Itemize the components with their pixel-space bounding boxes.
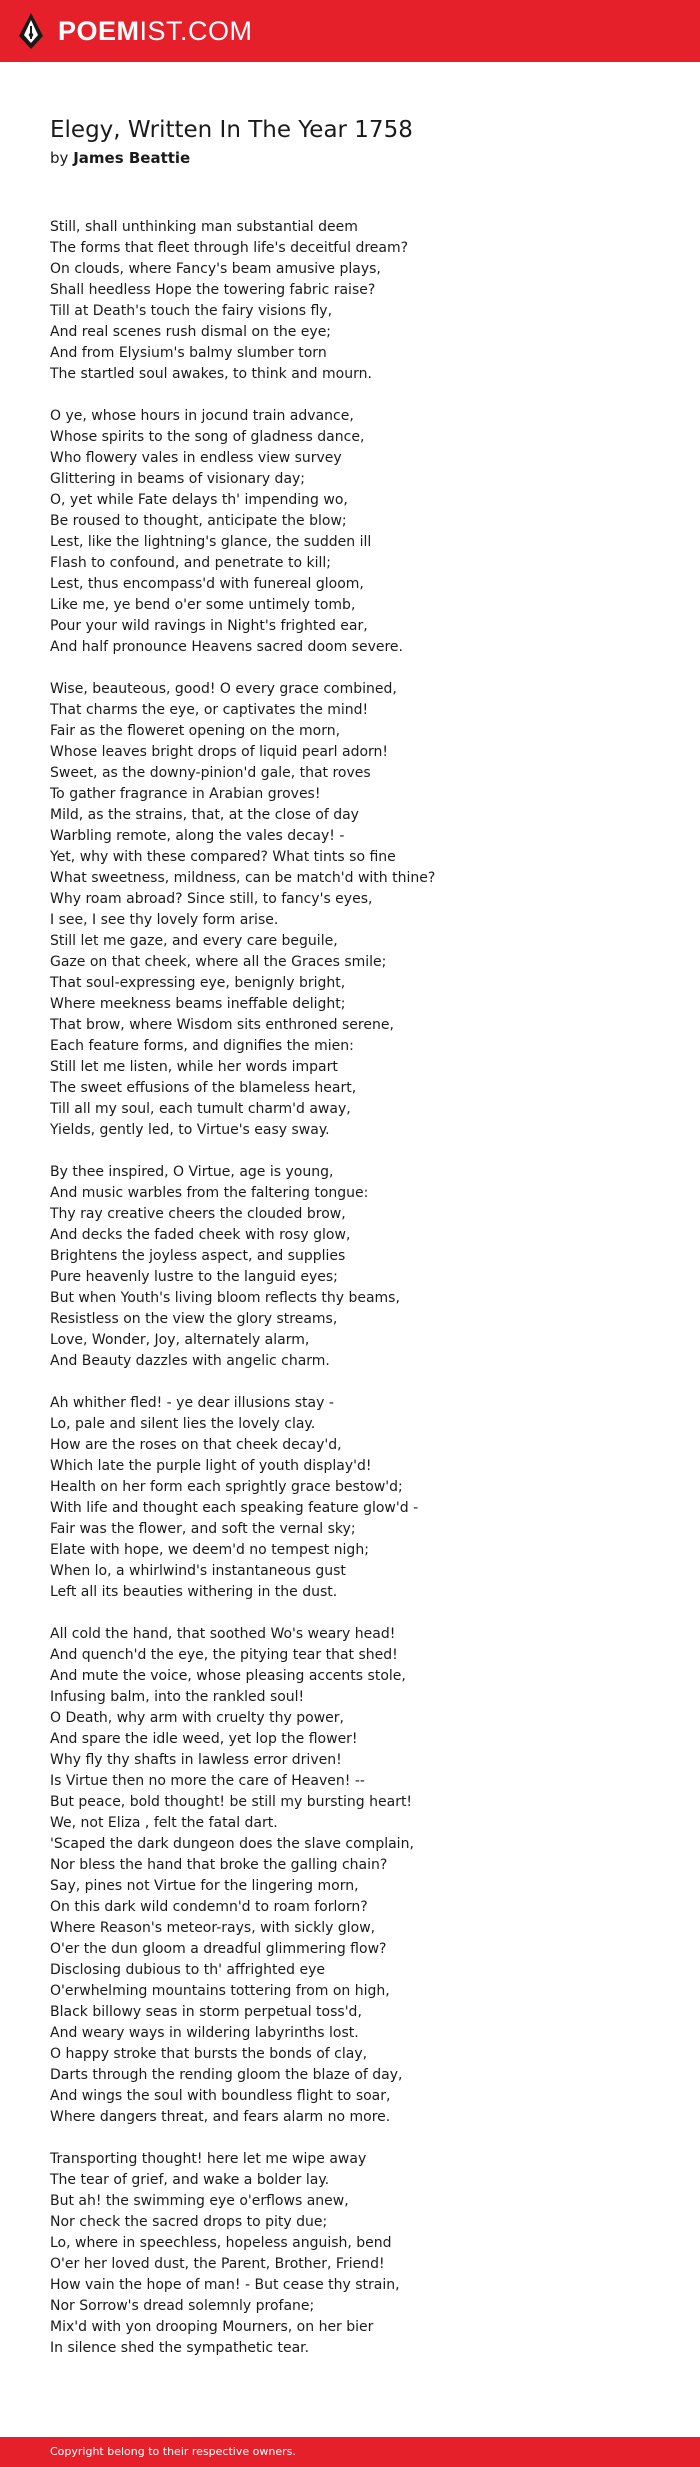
poem-line: Transporting thought! here let me wipe away bbox=[50, 2151, 367, 2167]
poem-line: By thee inspired, O Virtue, age is young, bbox=[50, 1164, 334, 1180]
poem-stanza bbox=[50, 1162, 670, 1372]
poem-line: Till all my soul, each tumult charm'd away, bbox=[50, 1101, 351, 1117]
footer-copyright: Copyright belong to their respective owners. bbox=[50, 2445, 296, 2458]
poem-line: To gather fragrance in Arabian groves! bbox=[50, 786, 321, 802]
poem-line: Thy ray creative cheers the clouded brow, bbox=[50, 1206, 346, 1222]
poem-line: But peace, bold thought! be still my bursting heart! bbox=[50, 1794, 413, 1810]
poem-line: And decks the faded cheek with rosy glow, bbox=[50, 1227, 351, 1243]
site-logo-text bbox=[58, 15, 253, 46]
poem-title: Elegy, Written In The Year 1758 bbox=[50, 117, 413, 143]
poem-line: Flash to confound, and penetrate to kill; bbox=[50, 555, 331, 571]
byline-prefix: by bbox=[50, 149, 69, 167]
poem-line: Whose spirits to the song of gladness dance, bbox=[50, 429, 365, 445]
poem-line: O happy stroke that bursts the bonds of clay, bbox=[50, 2046, 368, 2062]
site-footer bbox=[0, 2437, 700, 2467]
poem-line: Be roused to thought, anticipate the blow; bbox=[50, 513, 347, 529]
poem-line: Where dangers threat, and fears alarm no more. bbox=[50, 2109, 391, 2125]
poem-line: Sweet, as the downy-pinion'd gale, that roves bbox=[50, 765, 371, 781]
poem-line: O'erwhelming mountains tottering from on high, bbox=[50, 1983, 390, 1999]
poem-line: I see, I see thy lovely form arise. bbox=[50, 912, 279, 928]
poem-line: Mix'd with yon drooping Mourners, on her bier bbox=[50, 2319, 374, 2335]
poem-line: And Beauty dazzles with angelic charm. bbox=[50, 1353, 330, 1369]
poem-stanza bbox=[50, 679, 670, 1141]
poem-line: And quench'd the eye, the pitying tear that shed! bbox=[50, 1647, 398, 1663]
poem-line: Gaze on that cheek, where all the Graces smile; bbox=[50, 954, 387, 970]
poem-stanza bbox=[50, 217, 670, 385]
poem-line: And from Elysium's balmy slumber torn bbox=[50, 345, 327, 361]
poem-line: All cold the hand, that soothed Wo's weary head! bbox=[50, 1626, 396, 1642]
poem-line: O ye, whose hours in jocund train advance, bbox=[50, 408, 354, 424]
poem-line: That brow, where Wisdom sits enthroned serene, bbox=[50, 1017, 394, 1033]
poem-line: Wise, beauteous, good! O every grace combined, bbox=[50, 681, 397, 697]
logo-text-light: IST.COM bbox=[139, 15, 253, 46]
poem-line: That soul-expressing eye, benignly bright, bbox=[50, 975, 346, 991]
poem-line: Warbling remote, along the vales decay! - bbox=[50, 828, 345, 844]
poem-line: The tear of grief, and wake a bolder lay. bbox=[50, 2172, 330, 2188]
site-logo[interactable] bbox=[16, 12, 253, 50]
poem-line: And music warbles from the faltering tongue: bbox=[50, 1185, 369, 1201]
poem-line: 'Scaped the dark dungeon does the slave complain, bbox=[50, 1836, 414, 1852]
poem-line: Nor check the sacred drops to pity due; bbox=[50, 2214, 328, 2230]
poem-line: That charms the eye, or captivates the mind! bbox=[50, 702, 369, 718]
poem-line: Till at Death's touch the fairy visions fly, bbox=[50, 303, 333, 319]
poem-line: How vain the hope of man! - But cease thy strain, bbox=[50, 2277, 400, 2293]
poem-line: Pour your wild ravings in Night's frighted ear, bbox=[50, 618, 368, 634]
poem-line: Yet, why with these compared? What tints so fine bbox=[50, 849, 396, 865]
poem-line: Nor Sorrow's dread solemnly profane; bbox=[50, 2298, 315, 2314]
poem-line: Is Virtue then no more the care of Heaven! -- bbox=[50, 1773, 365, 1789]
poem-line: Why fly thy shafts in lawless error driven! bbox=[50, 1752, 342, 1768]
poem-line: The startled soul awakes, to think and mourn. bbox=[50, 366, 372, 382]
poem-line: Each feature forms, and dignifies the mien: bbox=[50, 1038, 354, 1054]
poem-line: In silence shed the sympathetic tear. bbox=[50, 2340, 310, 2356]
poem-line: And weary ways in wildering labyrinths lost. bbox=[50, 2025, 359, 2041]
poem-line: Elate with hope, we deem'd no tempest nigh; bbox=[50, 1542, 369, 1558]
poem-line: Whose leaves bright drops of liquid pearl adorn! bbox=[50, 744, 389, 760]
poem-line: Pure heavenly lustre to the languid eyes; bbox=[50, 1269, 338, 1285]
poem-line: Glittering in beams of visionary day; bbox=[50, 471, 306, 487]
poem-line: The forms that fleet through life's deceitful dream? bbox=[50, 240, 409, 256]
poem-line: Where meekness beams ineffable delight; bbox=[50, 996, 346, 1012]
poem-line: Disclosing dubious to th' affrighted eye bbox=[50, 1962, 325, 1978]
poem-line: Still let me gaze, and every care beguile, bbox=[50, 933, 338, 949]
poem-stanza bbox=[50, 2149, 670, 2359]
poem-line: Left all its beauties withering in the dust. bbox=[50, 1584, 338, 1600]
poem-body bbox=[50, 217, 670, 2359]
poem-line: O'er her loved dust, the Parent, Brother, Friend! bbox=[50, 2256, 385, 2272]
poem-line: Still, shall unthinking man substantial deem bbox=[50, 219, 358, 235]
pen-nib-icon bbox=[16, 12, 46, 50]
poem-line: On clouds, where Fancy's beam amusive plays, bbox=[50, 261, 381, 277]
poem-line: Nor bless the hand that broke the galling chain? bbox=[50, 1857, 388, 1873]
poem-line: And spare the idle weed, yet lop the flower! bbox=[50, 1731, 358, 1747]
poem-stanza bbox=[50, 406, 670, 658]
poem-line: Lest, thus encompass'd with funereal gloom, bbox=[50, 576, 364, 592]
poem-line: What sweetness, mildness, can be match'd with thine? bbox=[50, 870, 436, 886]
poem-line: Still let me listen, while her words impart bbox=[50, 1059, 338, 1075]
poem-line: Mild, as the strains, that, at the close of day bbox=[50, 807, 359, 823]
poem-line: Why roam abroad? Since still, to fancy's eyes, bbox=[50, 891, 373, 907]
poem-line: Lo, where in speechless, hopeless anguish, bend bbox=[50, 2235, 392, 2251]
poem-line: Where Reason's meteor-rays, with sickly glow, bbox=[50, 1920, 376, 1936]
poem-line: And real scenes rush dismal on the eye; bbox=[50, 324, 332, 340]
poem-byline bbox=[50, 148, 190, 168]
poem-line: When lo, a whirlwind's instantaneous gust bbox=[50, 1563, 346, 1579]
poem-line: On this dark wild condemn'd to roam forlorn? bbox=[50, 1899, 368, 1915]
poem-line: Infusing balm, into the rankled soul! bbox=[50, 1689, 305, 1705]
poem-line: O, yet while Fate delays th' impending wo, bbox=[50, 492, 348, 508]
poem-line: Which late the purple light of youth display'd! bbox=[50, 1458, 372, 1474]
poem-line: Health on her form each sprightly grace bestow'd; bbox=[50, 1479, 403, 1495]
poem-line: And mute the voice, whose pleasing accents stole, bbox=[50, 1668, 406, 1684]
poem-line: And wings the soul with boundless flight to soar, bbox=[50, 2088, 391, 2104]
poem-line: Yields, gently led, to Virtue's easy sway. bbox=[50, 1122, 330, 1138]
poem-line: Say, pines not Virtue for the lingering morn, bbox=[50, 1878, 359, 1894]
poem-line: O'er the dun gloom a dreadful glimmering flow? bbox=[50, 1941, 387, 1957]
poem-line: We, not Eliza , felt the fatal dart. bbox=[50, 1815, 278, 1831]
poem-line: Shall heedless Hope the towering fabric raise? bbox=[50, 282, 376, 298]
logo-text-bold: POEM bbox=[58, 15, 140, 46]
poem-line: And half pronounce Heavens sacred doom severe. bbox=[50, 639, 403, 655]
poem-stanza bbox=[50, 1393, 670, 1603]
poem-line: But ah! the swimming eye o'erflows anew, bbox=[50, 2193, 349, 2209]
poem-line: Fair was the flower, and soft the vernal sky; bbox=[50, 1521, 356, 1537]
poem-line: Love, Wonder, Joy, alternately alarm, bbox=[50, 1332, 310, 1348]
poem-stanza bbox=[50, 1624, 670, 2128]
poem-line: Lest, like the lightning's glance, the sudden ill bbox=[50, 534, 372, 550]
poem-line: Ah whither fled! - ye dear illusions stay - bbox=[50, 1395, 334, 1411]
poem-line: The sweet effusions of the blameless heart, bbox=[50, 1080, 357, 1096]
poem-line: How are the roses on that cheek decay'd, bbox=[50, 1437, 342, 1453]
poem-line: Fair as the floweret opening on the morn, bbox=[50, 723, 341, 739]
poem-line: Like me, ye bend o'er some untimely tomb, bbox=[50, 597, 356, 613]
site-header bbox=[0, 0, 700, 62]
poem-line: Brightens the joyless aspect, and supplies bbox=[50, 1248, 346, 1264]
poem-line: But when Youth's living bloom reflects thy beams, bbox=[50, 1290, 400, 1306]
poem-line: Black billowy seas in storm perpetual toss'd, bbox=[50, 2004, 362, 2020]
poem-author: James Beattie bbox=[73, 149, 191, 167]
poem-line: Who flowery vales in endless view survey bbox=[50, 450, 342, 466]
poem-line: Lo, pale and silent lies the lovely clay. bbox=[50, 1416, 316, 1432]
poem-line: Darts through the rending gloom the blaze of day, bbox=[50, 2067, 403, 2083]
poem-line: Resistless on the view the glory streams, bbox=[50, 1311, 338, 1327]
poem-line: O Death, why arm with cruelty thy power, bbox=[50, 1710, 344, 1726]
poem-line: With life and thought each speaking feature glow'd - bbox=[50, 1500, 419, 1516]
